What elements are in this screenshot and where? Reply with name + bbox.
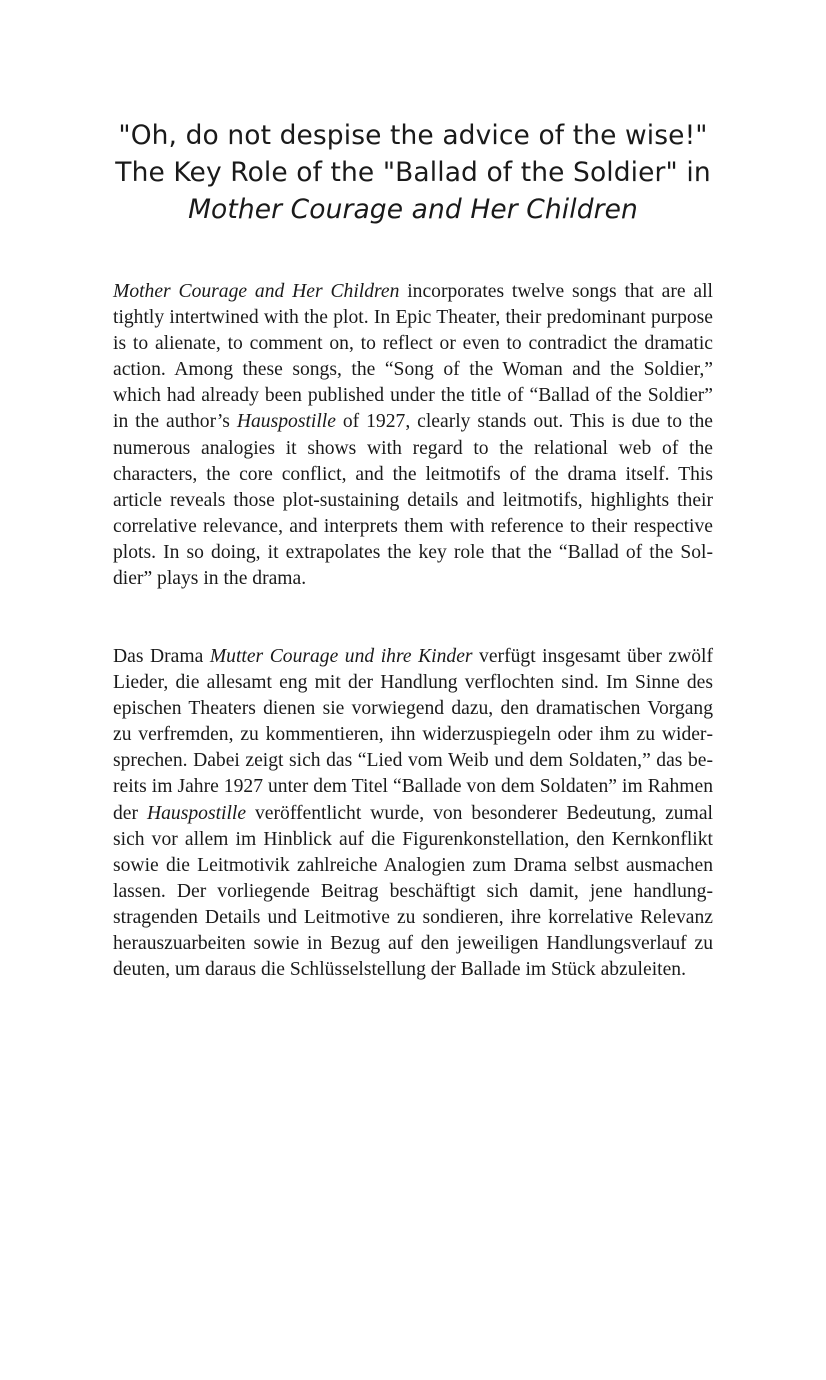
abstract-en-hauspostille: Hauspostille [236, 411, 336, 433]
title-line-3: Mother Courage and Her Children [188, 194, 638, 225]
title-line-2: The Key Role of the "Ballad of the Soldier" in [115, 157, 711, 188]
title-line-1: "Oh, do not despise the advice of the wise!" [118, 120, 708, 151]
article-title [100, 117, 726, 228]
abstract-de-text-3: veröffentlicht wurde, von besonderer Bedeutung, zumal sich vor allem im Hinblick auf die Figurenkonstellation, den Kernkonflikt sowie die Leitmotivik zahlreiche Analogien zum Drama selbst ausmachen lassen. Der vorliegende Beitrag beschäftigt sich damit, jene handlungstragenden Details und Leitmotive zu sondieren, ihre korrelative Relevanz herauszuarbeiten sowie in Bezug auf den jeweiligen Handlungsverlauf zu deuten, um daraus die Schlüsselstellung der Ballade im Stück abzuleiten. [113, 802, 713, 981]
abstract-english [113, 279, 713, 592]
abstract-german [113, 644, 713, 983]
abstract-en-text-1: incorporates twelve songs that are all tightly intertwined with the plot. In Epic Theater, their predominant purpose is to alienate, to comment on, to reflect or even to contradict the dramatic action. Among these songs, the “Song of the Woman and the Soldier,” which had already been published under the title of “Ballad of the Soldier” in the author’s [113, 281, 713, 433]
abstract-de-text-2: verfügt insgesamt über zwölf Lieder, die allesamt eng mit der Handlung verflochten sind. Im Sinne des epischen Theaters dienen sie vorwiegend dazu, den dramatischen Vorgang zu verfremden, zu kommentieren, ihn widerzuspiegeln oder ihm zu widersprechen. Dabei zeigt sich das “Lied vom Weib und dem Soldaten,” das bereits im Jahre 1927 unter dem Titel “Ballade von dem Soldaten” im Rahmen der [113, 646, 714, 824]
abstract-de-text-1: Das Drama [113, 646, 210, 667]
abstract-en-play-title: Mother Courage and Her Children [113, 281, 400, 302]
abstract-en-text-2: of 1927, clearly stands out. This is due to the numerous analogies it shows with regard to the relational web of the characters, the core conflict, and the leitmotifs of the drama itself. This article reveals those plot-sustaining details and leitmotifs, highlights their correlative relevance, and interprets them with reference to their respective plots. In so doing, it extrapolates the key role that the “Ballad of the Soldier” plays in the drama. [113, 411, 713, 590]
abstract-de-hauspostille: Hauspostille [146, 802, 247, 824]
abstract-de-play-title: Mutter Courage und ihre Kinder [209, 646, 473, 667]
